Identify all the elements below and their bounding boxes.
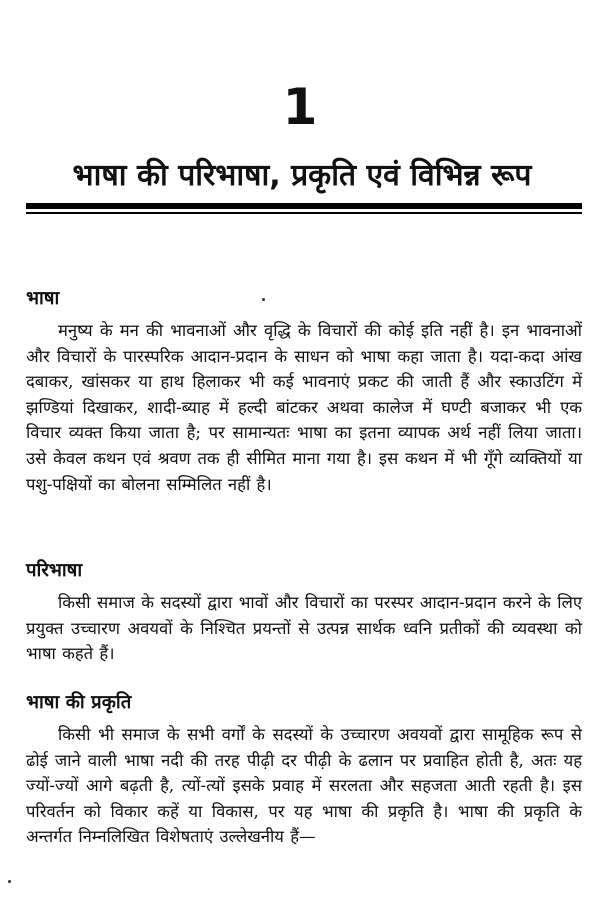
section-paragraph: किसी समाज के सदस्यों द्वारा भावों और विचारों का परस्पर आदान-प्रदान करने के लिए प्रयुक्त उच्चारण अवयवों के निश्चित प्रयन्तों से उत्पन्न सार्थक ध्वनि प्रतीकों की व्यवस्था को भाषा कहते हैं।	[26, 593, 582, 664]
section-heading: परिभाषा	[26, 560, 83, 581]
section-paragraph: मनुष्य के मन की भावनाओं और वृद्धि के विचारों की कोई इति नहीं है। इन भावनाओं और विचारों के पारस्परिक आदान-प्रदान के साधन को भाषा कहा जाता है। यदा-कदा आंख दबाकर, खांसकर या हाथ हिलाकर भी कई भावनाएं प्रकट की जाती हैं और स्काउटिंग में झण्डियां दिखाकर, शादी-ब्याह में हल्दी बांटकर अथवा कालेज में घण्टी बजाकर भी एक विचार व्यक्त किया जाता है; पर सामान्यतः भाषा का इतना व्यापक अर्थ नहीं लिया जाता। उसे केवल कथन एवं श्रवण तक ही सीमित माना गया है। इस कथन में भी गूँगे व्यक्तियों या पशु-पक्षियों का बोलना सम्मिलित नहीं है।	[26, 321, 582, 494]
title-rule-thin	[26, 212, 582, 214]
section-paragraph: किसी भी समाज के सभी वर्गों के सदस्यों के उच्चारण अवयवों द्वारा सामूहिक रूप से ढोई जाने वाली भाषा नदी की तरह पीढ़ी दर पीढ़ी के ढलान पर प्रवाहित होती है, अतः यह ज्यों-ज्यों आगे बढ़ती है, त्यों-त्यों इसके प्रवाह में सरलता और सहजता आती रहती है। इस परिवर्तन को विकार कहें या विकास, पर यह भाषा की प्रकृति है। भाषा की प्रकृति के अन्तर्गत निम्नलिखित विशेषताएं उल्लेखनीय हैं—	[26, 725, 582, 847]
section-heading: भाषा की प्रकृति	[26, 692, 132, 713]
scan-speck	[8, 880, 11, 883]
section-heading: भाषा	[26, 288, 60, 309]
section-bhasha	[26, 286, 582, 497]
scan-speck	[262, 298, 265, 301]
chapter-number: 1	[282, 78, 318, 136]
chapter-title: भाषा की परिभाषा, प्रकृति एवं विभिन्न रूप	[72, 158, 532, 193]
section-prakriti	[26, 690, 582, 850]
title-rule-thick	[26, 203, 582, 209]
section-paribhasha	[26, 558, 582, 667]
